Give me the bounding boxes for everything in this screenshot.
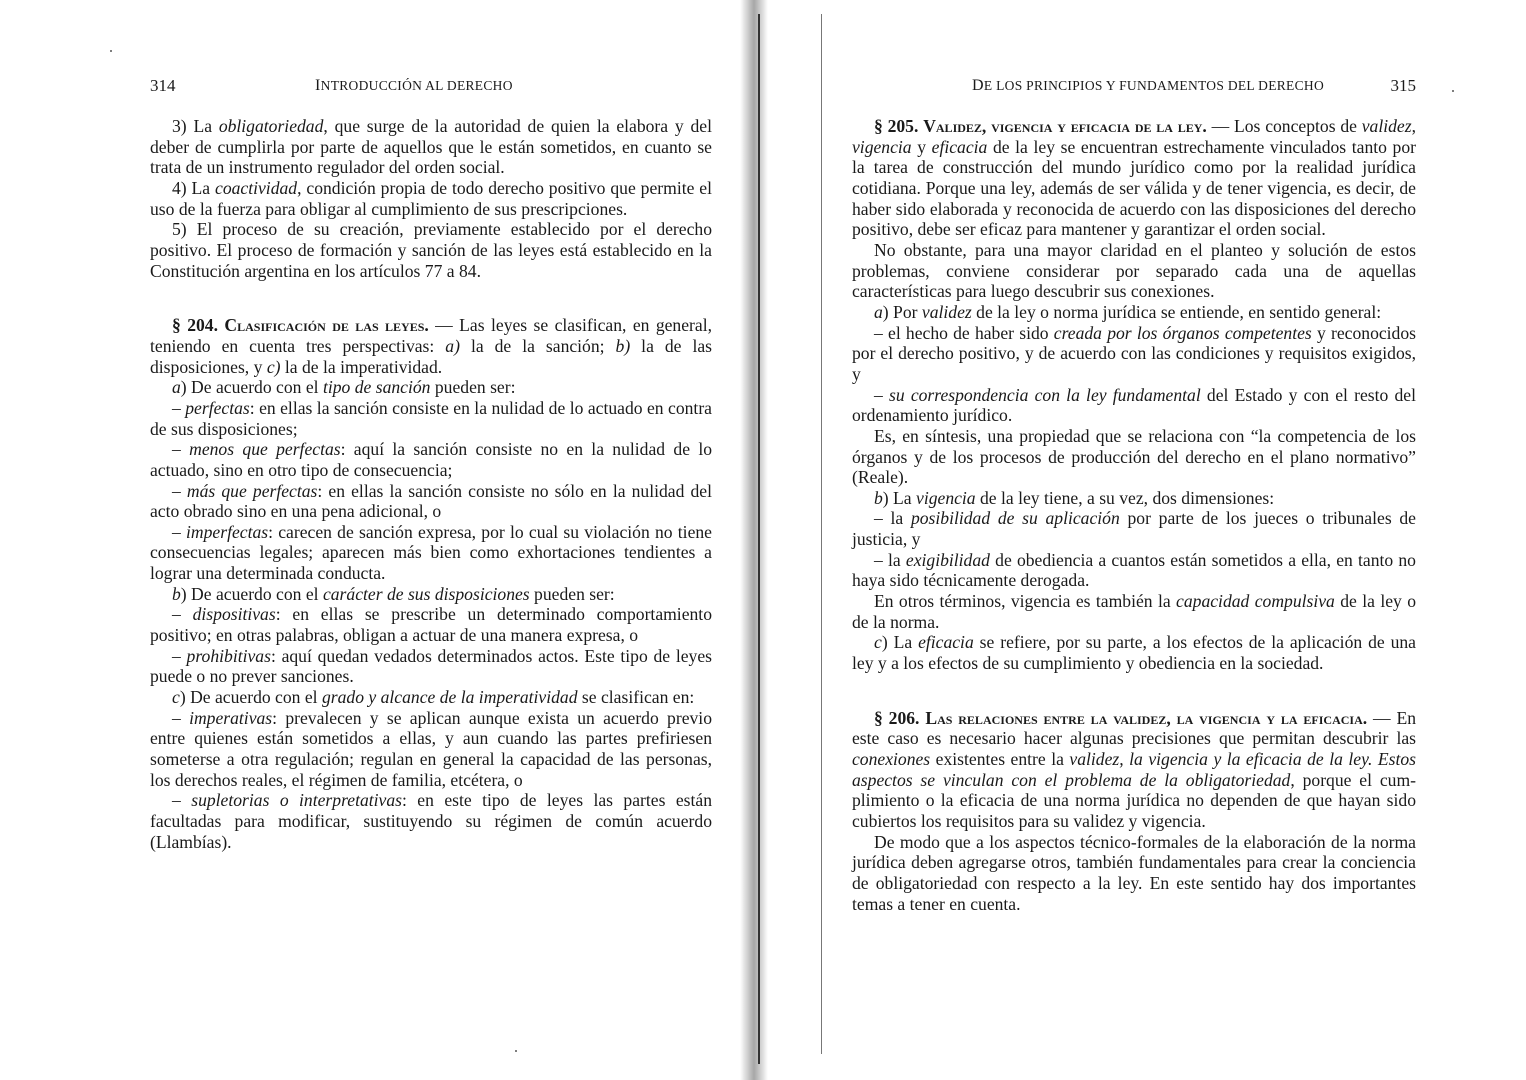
list-item: – imperfectas: carecen de sanción expresa, por lo cual su violación no tiene consecuencias legales; aparecen más bien como exhortaciones tendientes a lograr una determinada conducta. — [150, 521, 712, 584]
gutter-line-right — [821, 14, 822, 1054]
list-item: – la exigibilidad de obediencia a cuantos están sometidos a ella, en tanto no haya sido técnicamente derogada. — [852, 549, 1416, 591]
gutter-line-left — [758, 14, 760, 1064]
list-item: – menos que perfectas: aquí la sanción consiste no en la nulidad de lo actuado, sino en otro tipo de consecuencia; — [150, 439, 713, 480]
section-206: § 206. Las relaciones entre la validez, la vigencia y la eficacia. — En este caso es necesario hacer algunas precisiones que permitan descubrir las conexiones existentes entre la validez, la vigencia y la eficacia de la ley. Estos aspectos se vinculan con el problema de la obligatoriedad, porque el cumplimiento o la eficacia de una norma jurídica no dependen de que hayan sido cubiertos los requisitos para su validez y vigencia. — [852, 707, 1417, 831]
page-body — [150, 116, 712, 852]
section-204: § 204. Clasificación de las leyes. — Las leyes se clasifican, en general, teniendo en cuenta tres perspectivas: a) la de la sanción; b) la de las disposiciones, y c) la de la imperatividad. — [150, 315, 713, 377]
list-item: – supletorias o interpretativas: en este tipo de leyes las partes están facultadas para modificar, sustituyendo su régimen de común acuerdo (Llambías). — [150, 790, 712, 852]
list-item: – su correspondencia con la ley fundamental del Estado y con el resto del ordenamiento jurídico. — [852, 384, 1416, 426]
list-item: – imperativas: prevalecen y se aplican aunque exista un acuerdo previo entre quienes están sometidos a ellas, y aun cuando las partes prefiriesen someterse a otra regulación; regulan en general la capacidad de las personas, los derechos reales, el régimen de familia, etcétera, o — [150, 707, 712, 790]
paragraph: c) La eficacia se refiere, por su parte, a los efectos de la aplicación de una ley y a los efectos de su cumplimiento y obediencia en la sociedad. — [852, 632, 1416, 674]
list-item: – prohibitivas: aquí quedan vedados determinados actos. Este tipo de leyes puede o no prever sanciones. — [150, 645, 712, 687]
list-item: – perfectas: en ellas la sanción consiste en la nulidad de lo actuado en contra de sus disposiciones; — [150, 397, 712, 439]
page-number: 315 — [1390, 76, 1416, 95]
running-title: DE LOS PRINCIPIOS Y FUNDAMENTOS DEL DERECHO — [972, 77, 1324, 94]
left-page — [150, 0, 712, 1080]
page-header — [852, 76, 1416, 98]
list-item: – la posibilidad de su aplicación por parte de los jueces o tribunales de justicia, y — [852, 508, 1416, 550]
paragraph: b) La vigencia de la ley tiene, a su vez, dos dimensiones: — [874, 487, 1275, 508]
list-item: – el hecho de haber sido creada por los órganos competentes y reconocidos por el derecho positivo, y de acuerdo con las condiciones y requisitos exigidos, y — [852, 322, 1417, 384]
paragraph: No obstante, para una mayor claridad en el planteo y solución de estos problemas, conviene considerar por separado cada una de aquellas características para luego descubrir sus conexiones. — [852, 239, 1416, 302]
list-item: – dispositivas: en ellas se prescribe un determinado comportamiento positivo; en otras palabras, obligan a actuar de una manera expresa, o — [150, 604, 712, 646]
page-body — [852, 116, 1416, 914]
paragraph: Es, en síntesis, una propiedad que se relaciona con “la competencia de los órganos y de los procesos de producción del derecho en el plano normativo” (Reale). — [852, 425, 1416, 488]
paragraph: En otros términos, vigencia es también la capacidad compulsiva de la ley o de la norma. — [852, 591, 1417, 632]
section-205: § 205. Validez, vigencia y eficacia de la ley. — Los conceptos de validez, vigencia y eficacia de la ley se encuentran estrechamente vinculados tanto por la tarea de construcción del mundo jurídico como por la realidad jurídica cotidiana. Porque una ley, además de ser válida y de tener vigencia, es decir, de haber sido elaborada y reconocida de acuerdo con las disposiciones del derecho positivo, debe ser eficaz para mantener y garantizar el orden social. — [852, 116, 1417, 240]
speck — [1452, 90, 1454, 92]
paragraph: 5) El proceso de su creación, previamente establecido por el derecho positivo. El proceso de formación y sanción de las leyes está establecido en la Constitución argentina en los artículos 77 a 84. — [150, 219, 712, 281]
right-page — [852, 0, 1416, 1080]
list-item: – más que perfectas: en ellas la sanción consiste no sólo en la nulidad del acto obrado sino en una pena adicional, o — [150, 480, 713, 522]
page-number: 314 — [150, 76, 176, 95]
paragraph: De modo que a los aspectos técnico-formales de la elaboración de la norma jurídica deben agregarse otros, también fundamentales para crear la conciencia de obligatoriedad con respecto a la ley. En este sentido hay dos importantes temas a tener en cuenta. — [852, 831, 1416, 914]
paragraph: 4) La coactividad, condición propia de todo derecho positivo que permite el uso de la fuerza para obligar al cumplimiento de sus prescripciones. — [150, 177, 712, 219]
gutter-shadow — [740, 0, 768, 1080]
running-title: INTRODUCCIÓN AL DERECHO — [315, 77, 513, 94]
paragraph: a) De acuerdo con el tipo de sanción pueden ser: — [172, 377, 516, 398]
paragraph: b) De acuerdo con el carácter de sus disposiciones pueden ser: — [172, 583, 615, 604]
paragraph: a) Por validez de la ley o norma jurídica se entiende, en sentido general: — [874, 301, 1382, 322]
paragraph: 3) La obligatoriedad, que surge de la autoridad de quien la elabora y del deber de cumplirla por parte de aquellos que le están sometidos, en cuanto se trata de un instrumento regulador del orden social. — [150, 116, 712, 178]
speck — [110, 50, 112, 52]
page-header — [150, 76, 712, 98]
paragraph: c) De acuerdo con el grado y alcance de la imperatividad se clasifican en: — [172, 687, 695, 708]
